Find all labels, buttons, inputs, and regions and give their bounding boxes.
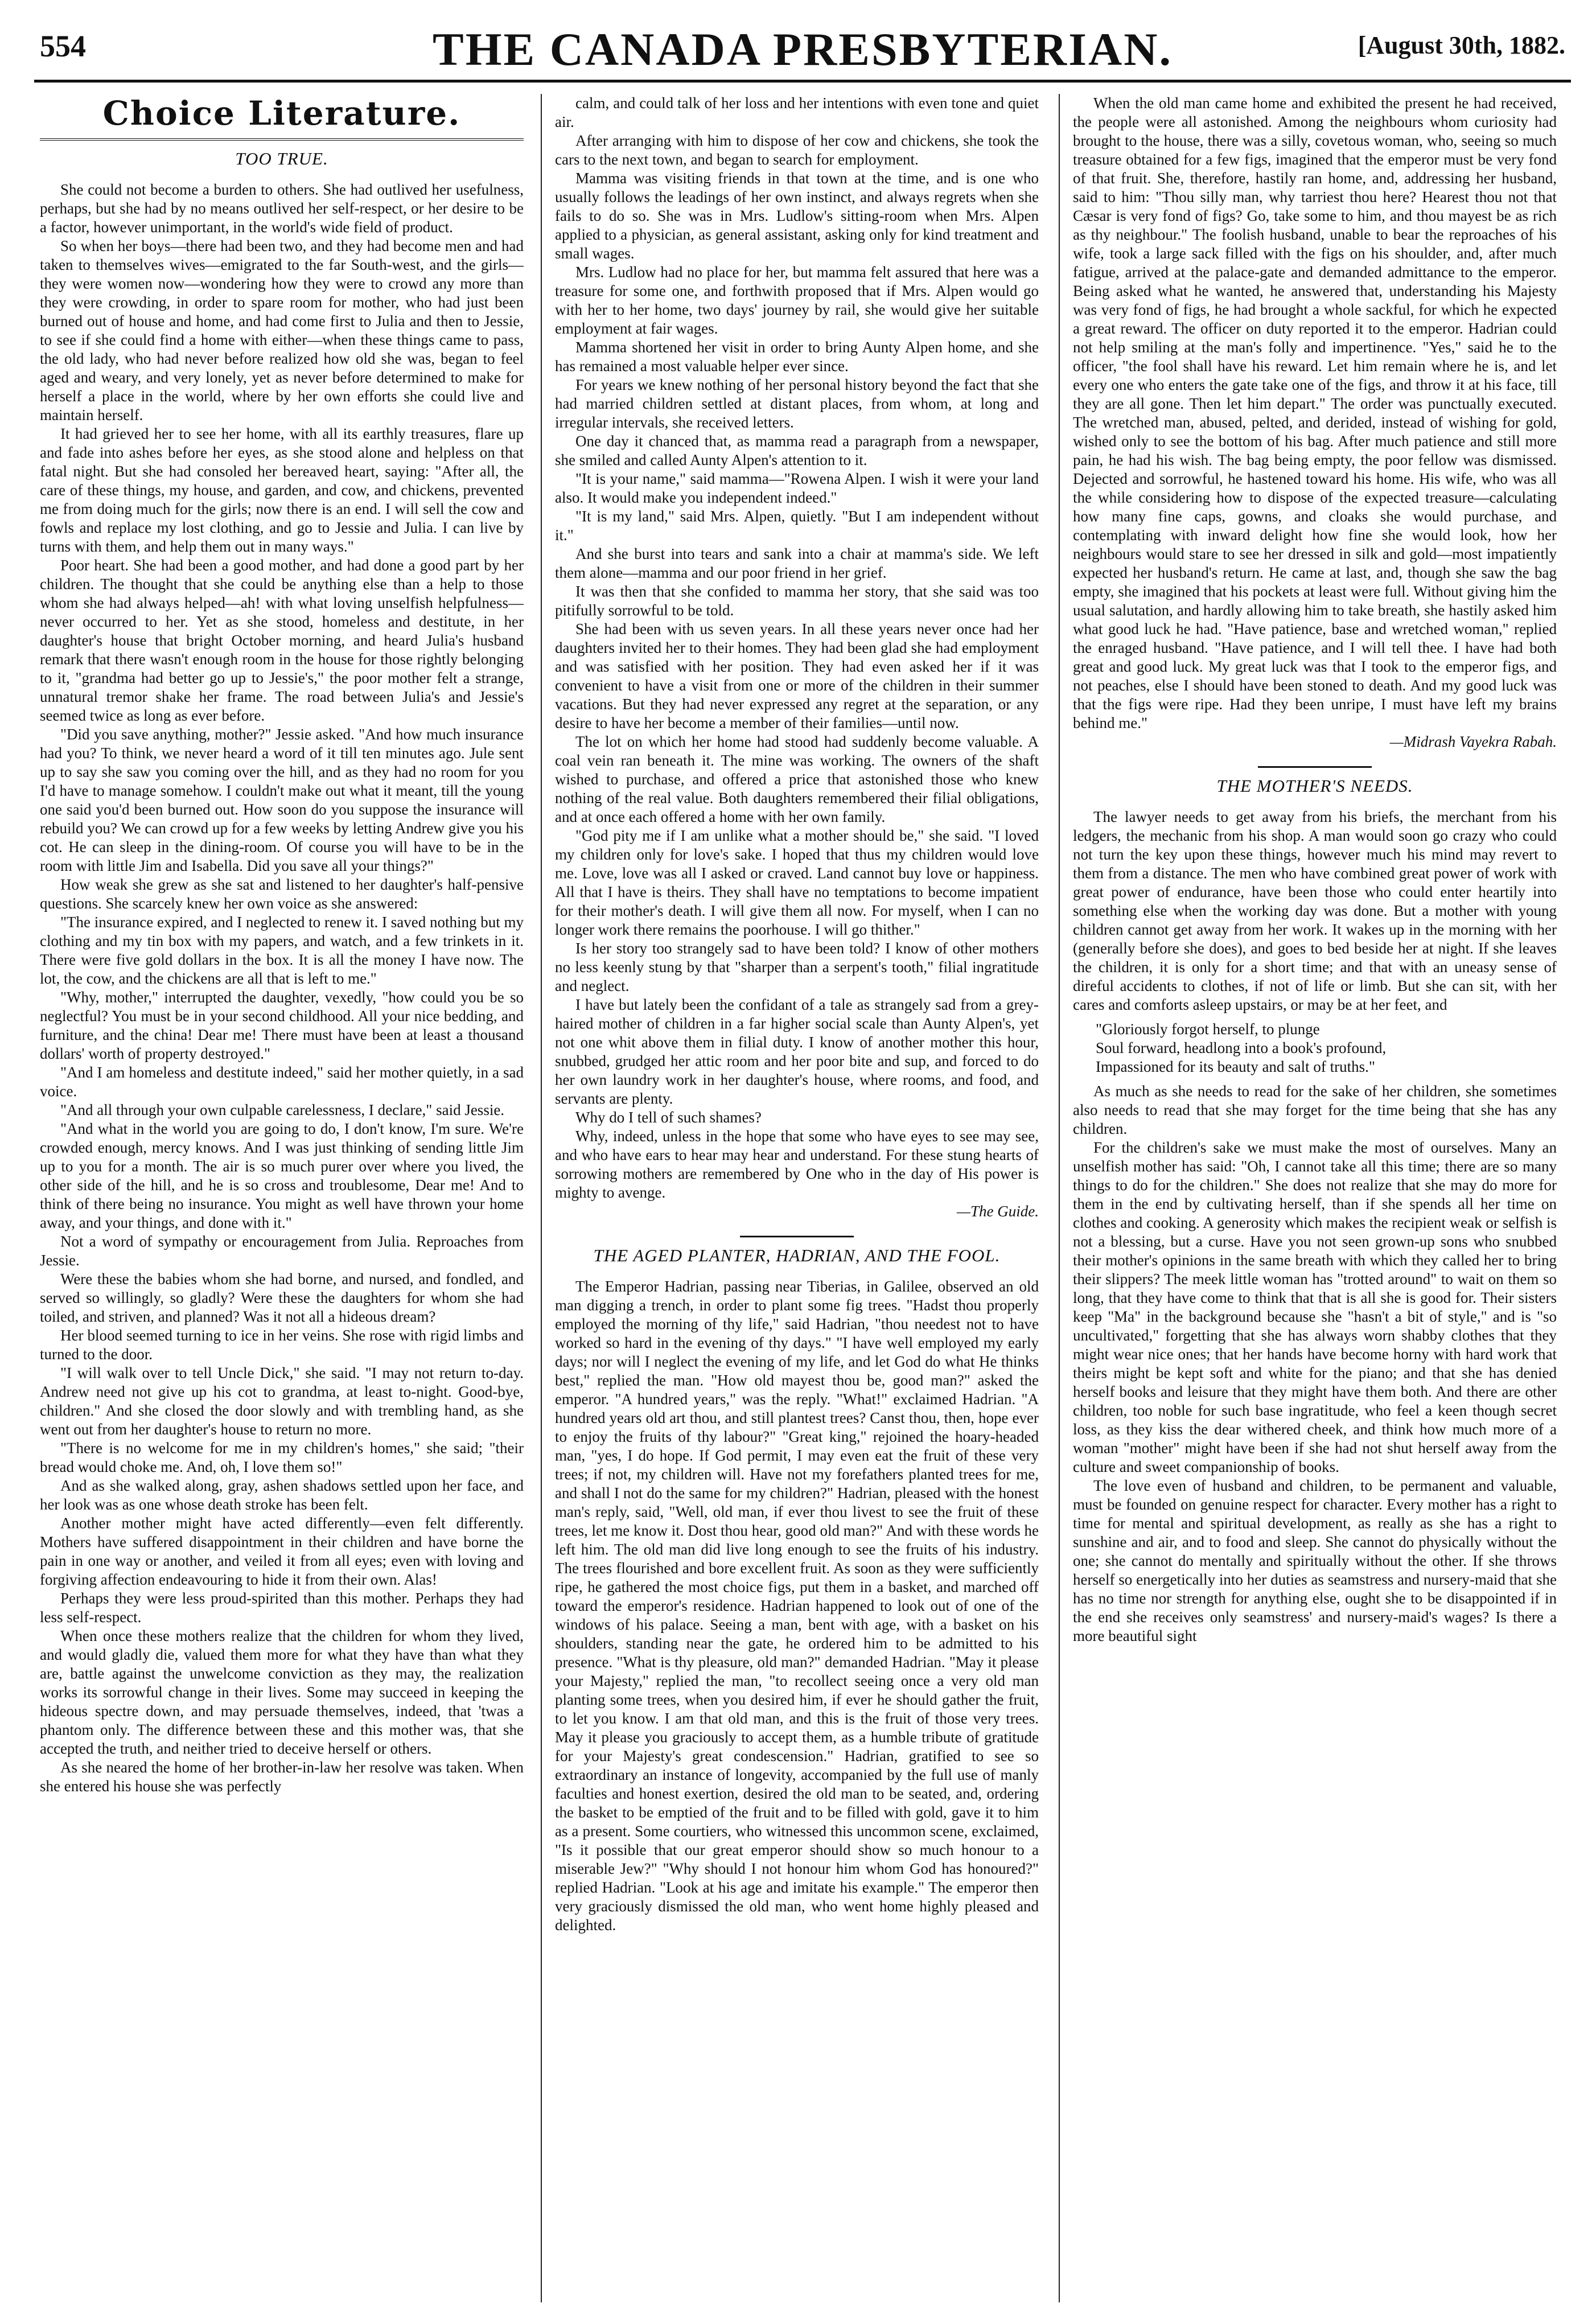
paragraph: "The insurance expired, and I neglected to renew it. I saved nothing but my clothing and my tin box with my papers, and watch, and a few trinkets in it. There were five gold dollars in the box. It is all the money I have now. The lot, the cow, and the chickens are all that is left to me." bbox=[40, 914, 524, 987]
paragraph: She had been with us seven years. In all these years never once had her daughters invited her to their homes. They had been glad she had employment and was satisfied with her position. They had even asked her if it was convenient to have a visit from one or more of the children in their summer vacations. But they had never expressed any regret at the separation, or any desire to have her become a member of their families—until now. bbox=[555, 620, 1039, 731]
paragraph: "There is no welcome for me in my children's homes," she said; "their bread would choke me. And, oh, I love them so!" bbox=[40, 1439, 524, 1475]
paragraph: After arranging with him to dispose of her cow and chickens, she took the cars to the next town, and began to search for employment. bbox=[555, 132, 1039, 168]
paragraph: The lawyer needs to get away from his briefs, the merchant from his ledgers, the mechanic from his shop. A man would soon go crazy who could not turn the key upon these things, however much his mind may revert to them from a distance. The men who have combined great power of work with great power of endurance, have been those who could enter heartily into something else when the working day was done. But a mother with young children cannot get away from her work. It wakes up in the morning with her (generally before she does), and goes to bed beside her at night. If she leaves the children, it is only for a short time; and that with an uneasy sense of direful accidents to clothes, if not of life or limb. But she can sit, with her cares and comforts asleep upstairs, or may be at her feet, and bbox=[1073, 808, 1557, 1013]
article-source: —Midrash Vayekra Rabah. bbox=[1389, 733, 1557, 750]
paragraph: The lot on which her home had stood had suddenly become valuable. A coal vein ran beneath it. The mine was working. The owners of the shaft wished to purchase, and offered a price that astonished those who knew nothing of the real value. Both daughters remembered their filial obligations, and at once each offered a home with her own family. bbox=[555, 733, 1039, 825]
column-2 bbox=[555, 94, 1039, 2302]
paragraph: Not a word of sympathy or encouragement from Julia. Reproaches from Jessie. bbox=[40, 1233, 524, 1269]
paragraph: "I will walk over to tell Uncle Dick," she said. "I may not return to-day. Andrew need not give up his cot to grandma, at least to-night. Good-bye, children." And she closed the door slowly and with trembling hand, as she went out from her daughter's house to return no more. bbox=[40, 1364, 524, 1438]
paragraph: Mrs. Ludlow had no place for her, but mamma felt assured that here was a treasure for some one, and forthwith proposed that if Mrs. Alpen would go with her to her home, two days' journey by rail, she would give her suitable employment at fair wages. bbox=[555, 264, 1039, 337]
paragraph: One day it chanced that, as mamma read a paragraph from a newspaper, she smiled and called Aunty Alpen's attention to it. bbox=[555, 433, 1039, 468]
paragraph: When once these mothers realize that the children for whom they lived, and would gladly die, valued them more for what they have than what they are, battle against the unwelcome conviction as they may, the realization works its sorrowful change in their lives. Some may succeed in keeping the hideous spectre down, and may persuade themselves, indeed, that 'twas a phantom only. The difference between these and this mother was, that she accepted the truth, and neither tried to deceive herself or others. bbox=[40, 1627, 524, 1757]
paragraph: Were these the babies whom she had borne, and nursed, and fondled, and served so willingly, so gladly? Were these the daughters for whom she had toiled, and striven, and planned? Was it not all a hideous dream? bbox=[40, 1270, 524, 1325]
paragraph: "It is your name," said mamma—"Rowena Alpen. I wish it were your land also. It would make you independent indeed." bbox=[555, 470, 1039, 506]
paragraph: How weak she grew as she sat and listened to her daughter's half-pensive questions. She scarcely knew her own voice as she answered: bbox=[40, 876, 524, 912]
column-divider bbox=[541, 94, 542, 2302]
article-body bbox=[555, 1277, 1039, 1935]
article-body bbox=[1073, 1082, 1557, 1646]
paragraph: Poor heart. She had been a good mother, and had done a good part by her children. The thought that she could be anything else than a help to those whom she had always helped—ah! with what loving unselfish helpfulness—never occurred to her. Yet as she stood, homeless and destitute, in her daughter's house that bright October morning, and heard Julia's husband remark that there wasn't enough room in the house for those rightly belonging to it, "grandma had better go up to Jessie's," the poor mother felt a strange, unnatural tremor shake her frame. The road between Julia's and Jessie's seemed twice as long as ever before. bbox=[40, 557, 524, 724]
article-body bbox=[1073, 94, 1557, 733]
issue-date: [August 30th, 1882. bbox=[1358, 31, 1565, 59]
article-title: THE AGED PLANTER, HADRIAN, AND THE FOOL. bbox=[593, 1245, 1001, 1265]
section-masthead: Choice Literature. bbox=[40, 94, 524, 141]
paragraph: Mamma shortened her visit in order to bring Aunty Alpen home, and she has remained a most valuable helper ever since. bbox=[555, 339, 1039, 375]
section-divider bbox=[740, 1236, 854, 1237]
paragraph: "Why, mother," interrupted the daughter, vexedly, "how could you be so neglectful? You must be in your second childhood. All your nice bedding, and furniture, and the china! Dear me! There must have been at least a thousand dollars' worth of property destroyed." bbox=[40, 989, 524, 1062]
paragraph: "And I am homeless and destitute indeed," said her mother quietly, in a sad voice. bbox=[40, 1064, 524, 1100]
paragraph: As much as she needs to read for the sake of her children, she sometimes also needs to read that she may forget for the time being that she has any children. bbox=[1073, 1083, 1557, 1137]
article-body bbox=[40, 180, 524, 1796]
paragraph: It had grieved her to see her home, with all its earthly treasures, flare up and fade into ashes before her eyes, as she stood alone and helpless on that fatal night. But she had consoled her bereaved heart, saying: "After all, the care of these things, my house, and garden, and cow, and chickens, prevented me from doing much for the girls; now there is an end. I will sell the cow and fowls and replace my lost clothing, and go to Jessie and Julia. I can live by turns with them, and help them out in many ways." bbox=[40, 425, 524, 555]
paragraph: "God pity me if I am unlike what a mother should be," she said. "I loved my children only for love's sake. I hoped that thus my children would love me. Love, love was all I asked or craved. Land cannot buy love or happiness. All that I have is theirs. They shall have no temptations to become impatient for their mother's death. I will give them all now. For myself, when I can no longer work there remains the poorhouse. I will go thither." bbox=[555, 827, 1039, 938]
paragraph: "Did you save anything, mother?" Jessie asked. "And how much insurance had you? To think, we never heard a word of it till ten minutes ago. Jule sent up to say she saw you coming over the hill, and as they had no room for you I'd have to manage somehow. I couldn't make out what it meant, till the young one said you'd been burned out. How soon do you suppose the insurance will rebuild you? We can crowd up for a few weeks by letting Andrew give you his cot. He can sleep in the dining-room. Of course you will have to be in the room with little Jim and Isabella. Did you save all your things?" bbox=[40, 726, 524, 874]
column-3 bbox=[1073, 94, 1557, 2302]
paragraph: calm, and could talk of her loss and her intentions with even tone and quiet air. bbox=[555, 94, 1039, 130]
paragraph: The Emperor Hadrian, passing near Tiberias, in Galilee, observed an old man digging a trench, in order to plant some fig trees. "Hadst thou properly employed the morning of thy life," said Hadrian, "thou needest not to have worked so hard in the evening of thy days." "I have well employed my early days; nor will I neglect the evening of my life, and let God do what He thinks best," replied the man. "How old mayest thou be, good man?" asked the emperor. "A hundred years," was the reply. "What!" exclaimed Hadrian. "A hundred years old art thou, and still plantest trees? Canst thou, then, hope ever to enjoy the fruits of thy labour?" "Great king," rejoined the hoary-headed man, "yes, I do hope. If God permit, I may even eat the fruit of these very trees; if not, my children will. Have not my forefathers planted trees for me, and shall I not do the same for my children?" Hadrian, pleased with the honest man's reply, said, "Well, old man, if ever thou livest to see the fruit of these trees, let me know it. Dost thou hear, good old man?" And with these words he left him. The old man did live long enough to see the fruits of his industry. The trees flourished and bore excellent fruit. As soon as they were sufficiently ripe, he gathered the most choice figs, put them in a basket, and marched off toward the emperor's residence. Hadrian happened to look out of one of the windows of his palace. Seeing a man, bent with age, with a basket on his shoulders, standing near the gate, he ordered him to be admitted to his presence. "What is thy pleasure, old man?" demanded Hadrian. "May it please your Majesty," replied the man, "to recollect seeing once a very old man planting some trees, when you desired him, if ever he should gather the fruit, to let you know. I am that old man, and this is the fruit of those very trees. May it please you graciously to accept them, as a humble tribute of gratitude for your Majesty's great condescension." Hadrian, gratified to see so extraordinary an instance of longevity, accompanied by the full use of manly faculties and honest exertion, desired the old man to be seated, and, ordering the basket to be emptied of the fruit and to be filled with gold, gave it to him as a present. Some courtiers, who witnessed this uncommon scene, exclaimed, "Is it possible that our great emperor should show so much honour to a miserable Jew?" "Why should I not honour him whom God has honoured?" replied Hadrian. "Look at his age and imitate his example." The emperor then very graciously dismissed the old man, who went home highly pleased and delighted. bbox=[555, 1278, 1039, 1934]
paragraph: She could not become a burden to others. She had outlived her usefulness, perhaps, but she had by no means outlived her self-respect, or her desire to be a factor, however unimportant, in the world's wide field of product. bbox=[40, 181, 524, 236]
header-rule bbox=[34, 80, 1571, 83]
paragraph: When the old man came home and exhibited the present he had received, the people were all astonished. Among the neighbours whom curiosity had brought to the house, there was a silly, covetous woman, who, seeing so much treasure obtained for a few figs, imagined that the emperor must be very fond of that fruit. She, therefore, hastily ran home, and, addressing her husband, said to him: "Thou silly man, why tarriest thou here? Hearest thou not that Cæsar is very fond of figs? Go, take some to him, and thou mayest be as rich as thy neighbour." The foolish husband, unable to bear the reproaches of his wife, took a large sack filled with the figs on his shoulder, and, after much fatigue, arrived at the palace-gate and demanded admittance to the emperor. Being asked what he wanted, he answered that, understanding his Majesty was very fond of figs, he had brought a whole sackful, for which he expected a great reward. The officer on duty reported it to the emperor. Hadrian could not help smiling at the man's folly and impertinence. "Yes," said he to the officer, "the fool shall have his reward. Let him remain where he is, and let every one who enters the gate take one of the figs, and throw it at his face, till they are all gone. Then let him depart." The order was punctually executed. The wretched man, abused, pelted, and derided, instead of wishing for gold, wished only to see the bottom of his bag. After much patience and still more pain, he had his wish. The bag being empty, the poor fellow was dismissed. Dejected and sorrowful, he hastened toward his home. His wife, who was all the while considering how to dispose of the expected treasure—calculating how many fine caps, gowns, and cloaks she would purchase, and contemplating with inward delight how fine she would look, how her neighbours would stare to see her dressed in silk and gold—most impatiently expected her husband's return. He came at last, and, though she saw the bag empty, she imagined that his pockets at least were full. Without giving him the usual salutation, and hardly allowing him to take breath, she hastily asked him what good luck he had. "Have patience, base and wretched woman," replied the enraged husband. "Have patience, and I will tell thee. I have had both great and good luck. My great luck was that I took to the emperor figs, and not peaches, else I should have been stoned to death. And my good luck was that the figs were ripe. Had they been unripe, I must have left my brains behind me." bbox=[1073, 94, 1557, 731]
paragraph: Is her story too strangely sad to have been told? I know of other mothers no less keenly stung by that "sharper than a serpent's tooth," filial ingratitude and neglect. bbox=[555, 940, 1039, 994]
article-body bbox=[1073, 808, 1557, 1014]
paragraph: For years we knew nothing of her personal history beyond the fact that she had married children settled at distant places, from whom, at long and irregular intervals, she received letters. bbox=[555, 376, 1039, 431]
paragraph: "And all through your own culpable carelessness, I declare," said Jessie. bbox=[60, 1101, 505, 1118]
paragraph: "It is my land," said Mrs. Alpen, quietly. "But I am independent without it." bbox=[555, 508, 1039, 544]
article-title: TOO TRUE. bbox=[235, 149, 328, 168]
paragraph: And she burst into tears and sank into a chair at mamma's side. We left them alone—mamma and our poor friend in her grief. bbox=[555, 545, 1039, 581]
section-divider bbox=[1258, 766, 1372, 768]
paragraph: Another mother might have acted differently—even felt differently. Mothers have suffered disappointment in their children and have borne the pain in one way or another, and veiled it from all eyes; even with loving and forgiving affection endeavouring to hide it from their own. Alas! bbox=[40, 1515, 524, 1588]
paragraph: Her blood seemed turning to ice in her veins. She rose with rigid limbs and turned to the door. bbox=[40, 1327, 524, 1363]
quoted-verse: "Gloriously forgot herself, to plunge Soul forward, headlong into a book's profound, Impassioned for its beauty and salt of truths." bbox=[1096, 1021, 1387, 1075]
paragraph: Mamma was visiting friends in that town at the time, and is one who usually follows the leadings of her own instinct, and always regrets when she fails to do so. She was in Mrs. Ludlow's sitting-room when Mrs. Alpen applied to a physician, as general assistant, asking only for kind treatment and small wages. bbox=[555, 170, 1039, 262]
paragraph: And as she walked along, gray, ashen shadows settled upon her face, and her look was as one whose death stroke has been felt. bbox=[40, 1477, 524, 1513]
paragraph: Perhaps they were less proud-spirited than this mother. Perhaps they had less self-respect. bbox=[40, 1590, 524, 1626]
paragraph: The love even of husband and children, to be permanent and valuable, must be founded on genuine respect for character. Every mother has a right to time for mental and spiritual development, as really as she has a right to sunshine and air, and to food and sleep. She cannot do physically without the one; she cannot do mentally and spiritually without the other. If she throws herself so energetically into her duties as seamstress and nursery-maid that she has no time nor strength for anything else, ought she to be disappointed if in the end she receives only seamstress' and nursery-maid's wages? Is there a more beautiful sight bbox=[1073, 1477, 1557, 1644]
paragraph: I have but lately been the confidant of a tale as strangely sad from a grey-haired mother of children in a far higher social scale than Aunty Alpen's, yet not one whit above them in filial duty. I know of another mother this hour, snubbed, grudged her attic room and her poor bite and sup, and forced to do her own laundry work in her daughter's house, where rooms, and food, and servants are plenty. bbox=[555, 996, 1039, 1107]
paragraph: For the children's sake we must make the most of ourselves. Many an unselfish mother has said: "Oh, I cannot take all this time; there are so many things to do for the children." She does not realize that she may do more for them in the end by cultivating herself, than if she spends all her time on clothes and cooking. A generosity which makes the recipient weak or selfish is not a blessing, but a curse. Have you not seen grown-up sons who snubbed their mother's opinions in the same breath with which they called her to bring their slippers? The meek little woman has "trotted around" to wait on them so long, that they have come to think that that is all she is good for. Their sisters keep "Ma" in the background because she "hasn't a bit of style," and is "so uncultivated," forgetting that she has always worn shabby clothes that they might wear nice ones; that her hands have become horny with hard work that theirs might be kept soft and white for the piano; and that she has denied herself books and leisure that they might have them both. And there are other children, too noble for such base ingratitude, who feel a keen though secret loss, as they kiss the dear withered cheek, and think how much more of a woman "mother" might have been if she had not shut herself away from the culture and sweet companionship of books. bbox=[1073, 1139, 1557, 1475]
article-source: —The Guide. bbox=[957, 1203, 1039, 1220]
page-number: 554 bbox=[40, 29, 86, 63]
column-1 bbox=[40, 94, 524, 2302]
article-body bbox=[555, 94, 1039, 1202]
paragraph: Why, indeed, unless in the hope that some who have eyes to see may see, and who have ears to hear may hear and understand. For these stung hearts of sorrowing mothers are remembered by One who in the day of His power is mighty to avenge. bbox=[555, 1128, 1039, 1201]
newspaper-title: THE CANADA PRESBYTERIAN. bbox=[433, 23, 1173, 75]
page-header bbox=[34, 23, 1571, 85]
paragraph: It was then that she confided to mamma her story, that she said was too pitifully sorrowful to be told. bbox=[555, 583, 1039, 619]
article-title: THE MOTHER'S NEEDS. bbox=[1216, 776, 1413, 796]
paragraph: "And what in the world you are going to do, I don't know, I'm sure. We're crowded enough, mercy knows. And I was just thinking of sending little Jim up to you for a month. The air is so much purer over where you lived, the other side of the hill, and he is so cross and troublesome, Dear me! And to think of there being no insurance. You might as well have thrown your home away, and your things, and done with it." bbox=[40, 1120, 524, 1231]
paragraph: Why do I tell of such shames? bbox=[575, 1109, 762, 1126]
paragraph: So when her boys—there had been two, and they had become men and had taken to themselves wives—emigrated to the far South-west, and the girls—they were women now—wondering how they were to crowd any more than they were crowding, in order to spare room for mother, who had just been burned out of house and home, and had come first to Julia and then to Jessie, to see if she could find a home with either—when these things came to pass, the old lady, who had never before realized how old she was, began to feel aged and weary, and very lonely, yet as never before determined to make for herself a place in the world, where by her own efforts she could live and maintain herself. bbox=[40, 237, 524, 423]
paragraph: As she neared the home of her brother-in-law her resolve was taken. When she entered his house she was perfectly bbox=[40, 1759, 524, 1795]
column-divider bbox=[1059, 94, 1060, 2302]
